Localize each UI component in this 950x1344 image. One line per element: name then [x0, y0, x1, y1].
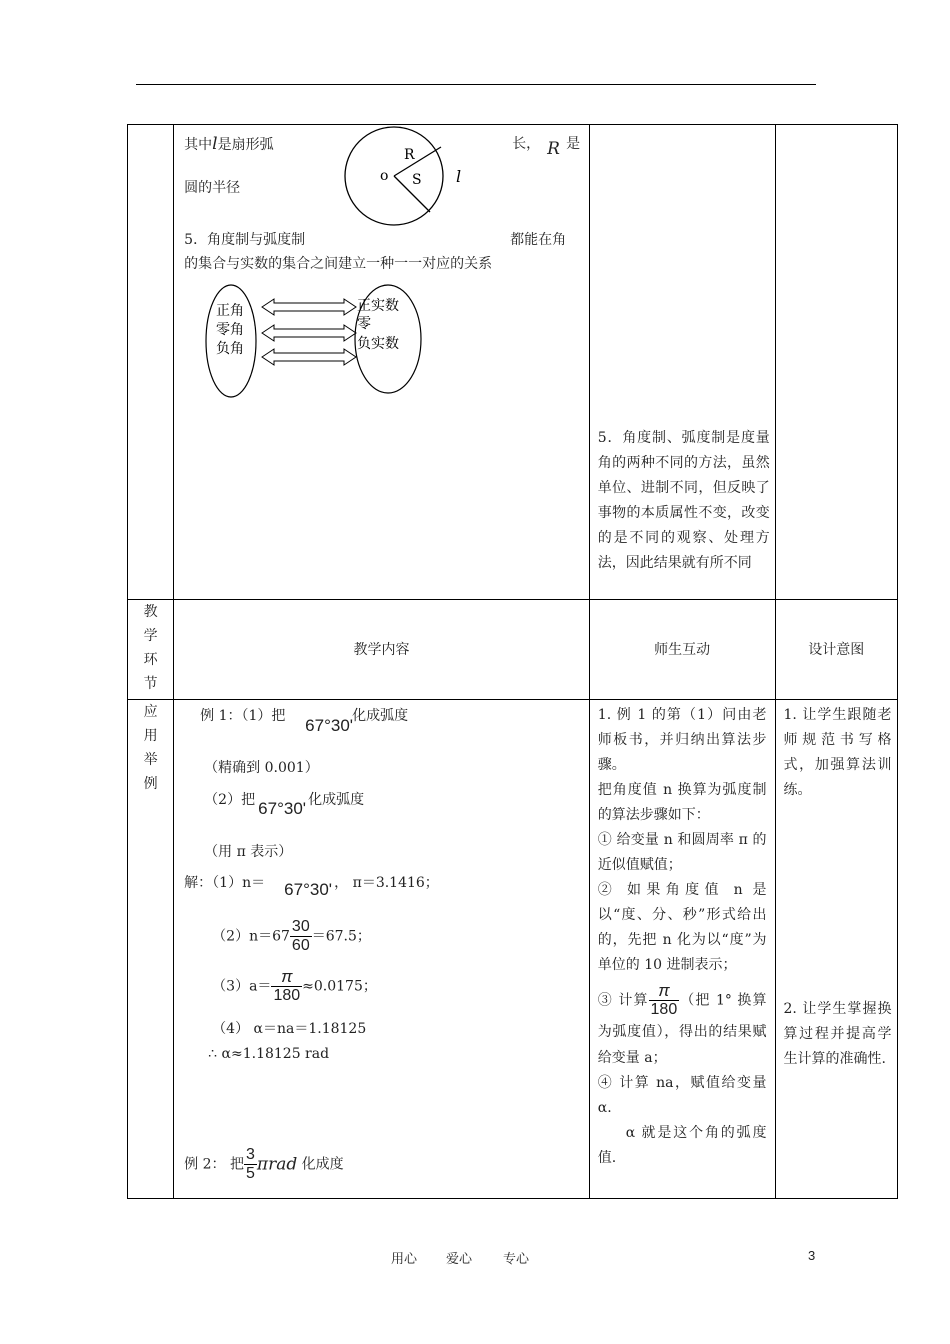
step-2: （2）n＝67 [212, 928, 290, 945]
interaction-p7: α 就是这个角的弧度值. [597, 1125, 767, 1166]
interaction-cell [589, 125, 775, 600]
sector-label-l: l [456, 167, 462, 186]
therefore-line: ∴ α≈1.18125 rad [208, 1046, 330, 1062]
pi-rad: πrad [256, 1154, 298, 1175]
precision-note: （精确到 0.001） [204, 760, 319, 776]
header-char: 教 [143, 604, 158, 620]
angle-value: 67°30' [284, 880, 333, 899]
intent-p2: 2. 让学生掌握换算过程并提高学生计算的准确性. [783, 1001, 892, 1067]
example-2: 例 2： 把 [184, 1156, 244, 1173]
interaction-p5-text: （把 1° 换算为弧度值），得出的结果赋给变量 a； [597, 992, 767, 1066]
item5-text: 都能在角 [510, 232, 567, 248]
fraction [244, 1146, 257, 1183]
sector-label-S: S [412, 172, 422, 188]
step-2: ＝67.5； [311, 928, 371, 945]
fraction-numerator: π [271, 968, 302, 987]
fraction-denominator: 180 [650, 1001, 678, 1018]
item5-text: 5．角度制与弧度制 [184, 232, 306, 248]
header-section [128, 600, 174, 700]
interaction-p1: 1. 例 1 的第（1）问由老师板书，并归纳出算法步骤。 [597, 707, 767, 773]
item5-text: 的集合与实数的集合之间建立一种一一对应的关系 [184, 256, 493, 272]
mapping-right-item: 负实数 [357, 336, 400, 352]
page-number: 3 [808, 1248, 816, 1263]
header-content: 教学内容 [174, 600, 590, 700]
fraction [290, 918, 312, 955]
pi-hint: （用 π 表示） [204, 844, 293, 860]
example-1: 化成弧度 [352, 708, 409, 724]
footer-text: 爱心 [446, 1252, 473, 1267]
sector-text: 其中 [184, 137, 213, 153]
blank-cell [128, 125, 174, 600]
sector-text: 圆的半径 [184, 180, 241, 196]
table-row [128, 125, 898, 600]
fraction-denominator: 180 [273, 987, 301, 1004]
svg-text:正实数 零 [357, 297, 403, 352]
section-char: 应 [143, 704, 158, 720]
mapping-right-item: 零 [357, 316, 372, 332]
step-4: （4） α＝na＝1.18125 [212, 1021, 367, 1037]
symbol-R: R [547, 139, 560, 159]
mapping-left-item: 负角 [216, 341, 245, 357]
example-2: 化成度 [297, 1156, 344, 1173]
step-3: （3）a＝ [212, 978, 272, 995]
mapping-right-item: 正实数 [357, 298, 400, 314]
svg-text:正角 零角 [216, 303, 248, 357]
header-intent: 设计意图 [775, 600, 898, 700]
angle-value: 67°30' [258, 799, 307, 818]
note5: 5．角度制、弧度制是度量角的两种不同的方法，虽然单位、进制不同，但反映了事物的本质属性不变，改变的是不同的观察、处理方法，因此结果就有所不同 [597, 430, 770, 571]
fraction-numerator: 30 [291, 918, 310, 935]
header-char: 环 [143, 652, 158, 668]
header-interaction: 师生互动 [589, 600, 775, 700]
header-char: 节 [143, 676, 158, 692]
solution-line: 解：（1）n＝ [184, 875, 266, 891]
table-row [128, 700, 898, 1199]
header-char: 学 [143, 628, 158, 644]
table-header-row [128, 600, 898, 700]
interaction-p3: ① 给变量 n 和圆周率 π 的近似值赋值； [597, 832, 767, 873]
section-char: 用 [143, 728, 158, 744]
interaction-cell [589, 700, 775, 1199]
header-rule [136, 84, 816, 85]
mapping-left-item: 正角 [216, 303, 245, 319]
sector-text: 长， [512, 136, 541, 152]
interaction-p5-text: ③ 计算 [597, 992, 649, 1009]
section-char: 例 [143, 776, 158, 792]
blank-cell [775, 125, 898, 600]
section-label [128, 700, 174, 1199]
intent-cell [775, 700, 898, 1199]
sector-text: 是扇形弧 [217, 137, 274, 153]
fraction [271, 968, 302, 1005]
interaction-p4: ② 如果角度值 n 是以“度、分、秒”形式给出的，先把 n 化为以“度”为单位的 10 进制表示； [597, 882, 767, 973]
fraction-denominator: 60 [291, 937, 310, 954]
solution-line: ， π＝3.1416； [334, 875, 439, 891]
step-3: ≈0.0175； [302, 978, 377, 995]
symbol-l: l [212, 134, 218, 154]
interaction-p6: ④ 计算 na，赋值给变量 α. [597, 1075, 767, 1116]
fraction-numerator: π [649, 982, 680, 1001]
mapping-right-ellipse [352, 283, 427, 403]
sector-diagram [342, 125, 482, 229]
angle-value: 67°30' [305, 716, 354, 735]
sector-label-R: R [404, 147, 415, 163]
fraction-numerator: 3 [245, 1146, 255, 1163]
content-cell [174, 125, 590, 600]
sector-label-o: o [380, 168, 389, 184]
interaction-p5 [598, 982, 767, 1071]
example-1-part2: 化成弧度 [308, 792, 365, 808]
footer-text: 专心 [503, 1252, 530, 1267]
example-1: 例 1：（1）把 [200, 708, 286, 724]
lesson-table [127, 124, 898, 1199]
intent-p1: 1. 让学生跟随老师规范书写格式，加强算法训练。 [783, 707, 892, 798]
section-char: 举 [143, 752, 158, 768]
sector-text: 是 [566, 136, 581, 152]
example-1-part2: （2）把 [204, 792, 256, 808]
fraction-denominator: 5 [245, 1165, 255, 1182]
interaction-p2: 把角度值 n 换算为弧度制的算法步骤如下： [597, 782, 767, 823]
footer-text: 用心 [391, 1252, 418, 1267]
mapping-left-item: 零角 [216, 322, 245, 338]
example-cell [174, 700, 590, 1199]
fraction [649, 982, 680, 1019]
